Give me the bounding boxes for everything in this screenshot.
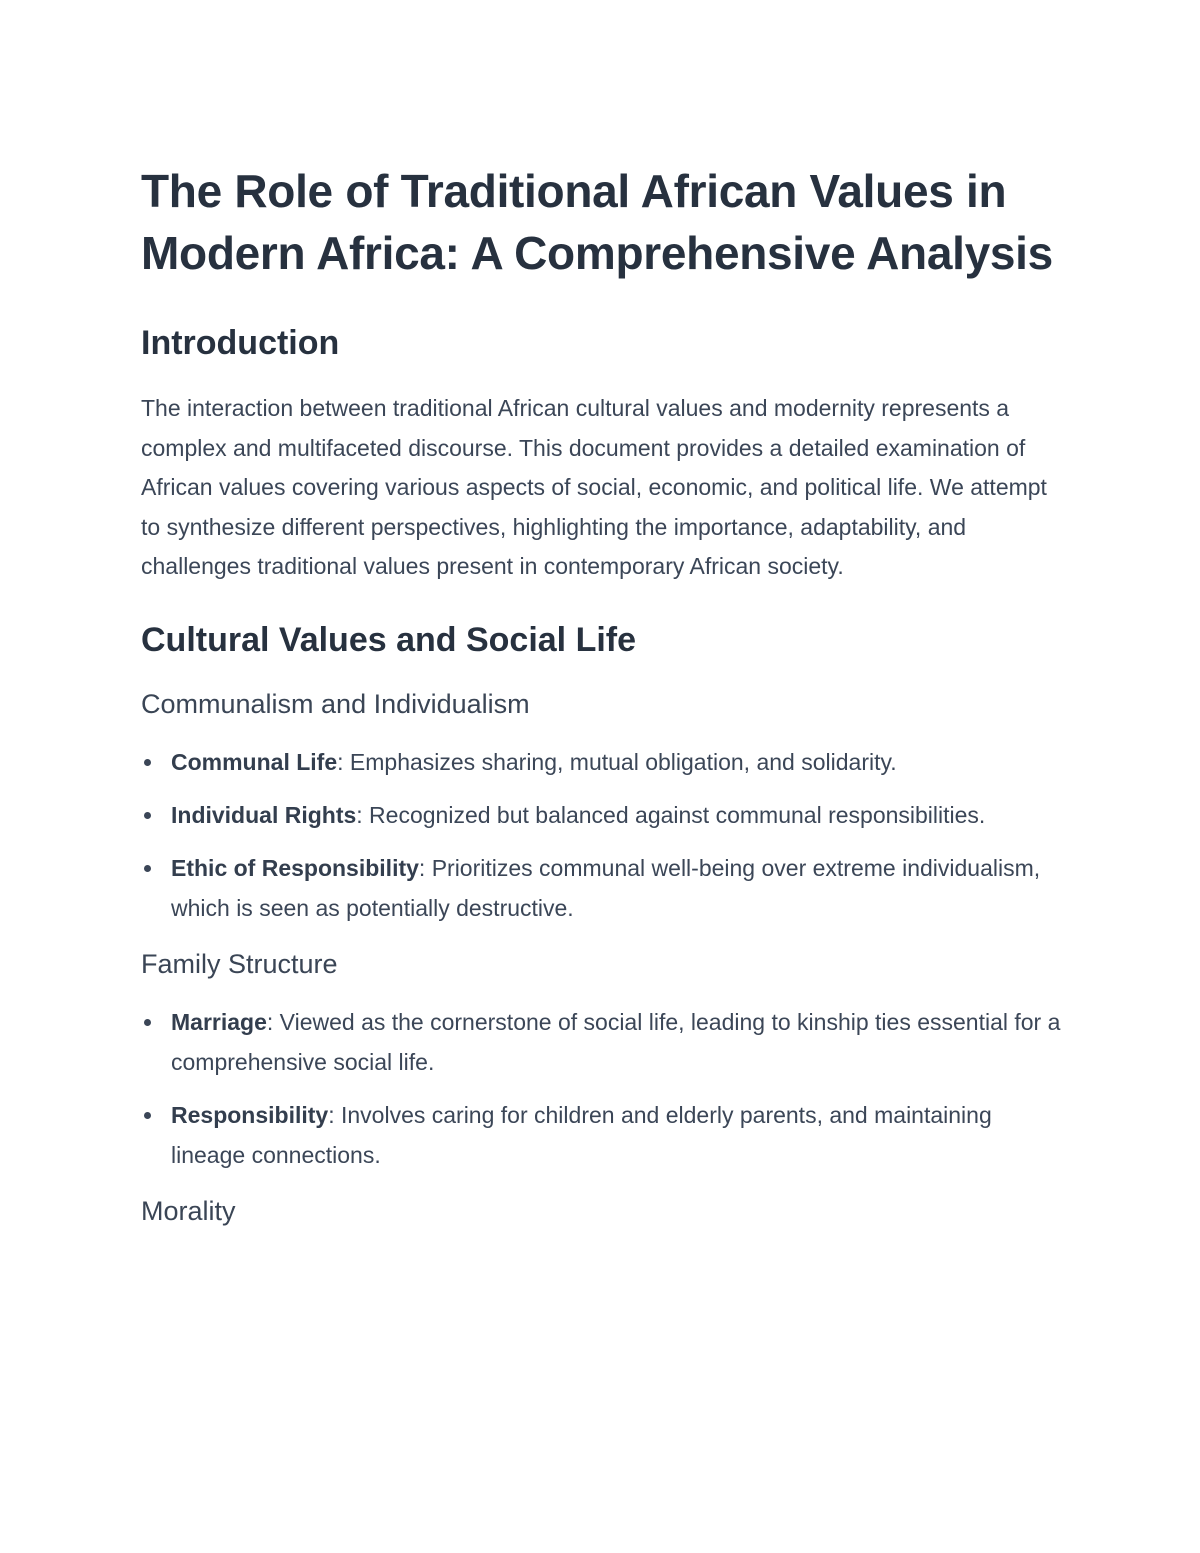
morality-heading: Morality [141,1195,236,1226]
introduction-heading: Introduction [141,324,340,362]
list-item-text: : Viewed as the cornerstone of social life, leading to kinship ties essential for a comprehensive social life. [171,1008,1061,1075]
list-item-text: : Prioritizes communal well-being over extreme individualism, which is seen as potentially destructive. [171,854,1041,921]
list-item [141,742,1066,782]
list-item [141,795,1066,835]
introduction-paragraph: The interaction between traditional African cultural values and modernity represents a complex and multifaceted discourse. This document provides a detailed examination of African values covering various aspects of social, economic, and political life. We attempt to synthesize different perspectives, highlighting the importance, adaptability, and challenges traditional values present in contemporary African society. [141,395,1047,580]
list-item [141,848,1066,928]
list-item-text: : Involves caring for children and elderly parents, and maintaining lineage connections. [171,1101,992,1168]
family-structure-heading: Family Structure [141,948,338,979]
family-structure-list [141,1002,1066,1175]
list-item-term: Ethic of Responsibility [171,854,419,881]
cultural-values-heading: Cultural Values and Social Life [141,620,637,659]
document-title: The Role of Traditional African Values in Modern Africa: A Comprehensive Analysis [141,165,1053,279]
list-item-term: Responsibility [171,1101,329,1128]
list-item-text: : Emphasizes sharing, mutual obligation, and solidarity. [337,748,897,775]
list-item-text: : Recognized but balanced against communal responsibilities. [356,801,986,828]
bullet-icon [144,1019,151,1026]
list-item [141,1002,1066,1082]
bullet-icon [144,812,151,819]
document-page [141,160,1066,1229]
list-item-term: Marriage [171,1008,267,1035]
bullet-icon [144,1112,151,1119]
bullet-icon [144,759,151,766]
list-item [141,1095,1066,1175]
bullet-icon [144,865,151,872]
list-item-term: Individual Rights [171,801,357,828]
communalism-list [141,742,1066,928]
list-item-term: Communal Life [171,748,338,775]
communalism-heading: Communalism and Individualism [141,688,530,719]
